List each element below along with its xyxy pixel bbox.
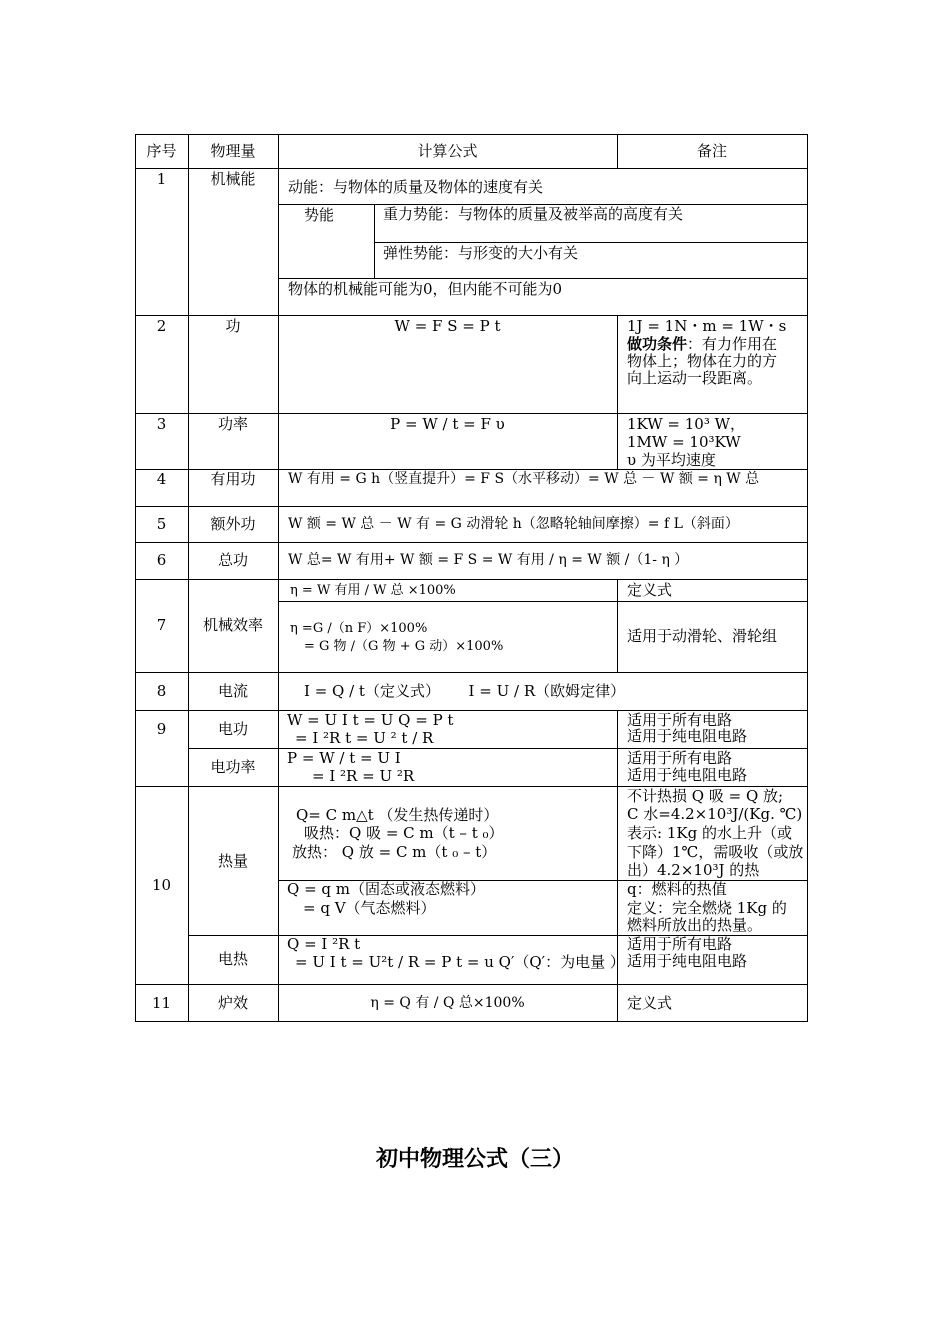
formula-text: η =G /（n F）×100% [290,621,428,636]
row-divider [135,315,808,316]
note-text: 下降）1℃，需吸收（或放 [627,843,804,861]
row-num: 10 [151,876,172,894]
row-divider [135,984,808,985]
row-num: 8 [156,682,167,700]
col-divider-2 [278,134,279,1022]
row-divider [278,278,808,279]
row-divider [374,242,808,243]
col-divider-3 [617,710,618,1022]
note-text: 适用于所有电路 [627,749,733,767]
formula-text: W = U I t = U Q = P t [287,711,454,729]
page-title: 初中物理公式（三） [375,1147,574,1172]
note-text: 向上运动一段距离。 [627,369,763,387]
note-text: 适用于所有电路 [627,711,733,729]
elastic-potential-text: 弹性势能：与形变的大小有关 [383,244,579,262]
formula-text: W = F S = P t [394,317,501,335]
row-quantity: 电功率 [210,758,256,776]
mechanical-energy-note: 物体的机械能可能为0，但内能不可能为0 [288,280,563,298]
row-num: 2 [156,317,167,335]
formula-text: I = Q / t（定义式） I = U / R（欧姆定律） [304,682,626,700]
header-quantity: 物理量 [210,142,256,160]
row-divider [278,601,808,602]
row-quantity: 有用功 [210,470,256,488]
note-bold: 做功条件 [627,335,688,353]
formula-text: = q V（气态燃料） [303,899,436,917]
note-text: 适用于纯电阻电路 [627,766,748,784]
formula-text: P = W / t = U I [287,749,401,767]
row-num: 9 [156,720,167,738]
note-text: υ 为平均速度 [627,451,716,469]
note-text: 物体上；物体在力的方 [627,352,778,370]
note-text: 表示: 1Kg 的水上升（或 [627,824,792,842]
formula-text: Q = q m（固态或液态燃料） [287,880,485,898]
formula-text: = G 物 /（G 物 + G 动）×100% [304,639,504,654]
row-num: 7 [156,616,167,634]
table-border-right [807,134,808,1022]
note-text: 适用于纯电阻电路 [627,727,748,745]
row-quantity: 机械效率 [202,616,263,634]
formula-text: η = W 有用 / W 总 ×100% [290,583,456,598]
gravity-potential-text: 重力势能：与物体的质量及被举高的高度有关 [383,205,684,223]
row-divider [135,542,808,543]
formula-text: W 额 = W 总 － W 有 = G 动滑轮 h（忽略轮轴间摩擦）= f L（斜面） [288,516,739,532]
row-num: 1 [156,170,167,188]
formula-text: W 总= W 有用+ W 额 = F S = W 有用 / η = W 额 /（1- η ） [288,552,689,568]
formula-text: Q = I ²R t [287,935,361,953]
row-quantity: 电流 [217,682,248,700]
formula-text: Q= C m△t （发生热传递时） [296,806,499,824]
note-text: 适用于所有电路 [627,935,733,953]
formula-text: 放热： Q 放 = C m（t ₀ – t） [292,843,497,861]
row-divider [135,413,808,414]
note-text: 不计热损 Q 吸 = Q 放; [627,787,784,805]
note-text: 出）4.2×10³J 的热 [627,861,760,879]
row-divider [135,168,808,169]
formula-text: W 有用 = G h（竖直提升）= F S（水平移动）= W 总 － W 额 = η W 总 [288,471,760,487]
row-quantity: 电热 [217,950,248,968]
formula-text: P = W / t = F υ [390,415,505,433]
potential-divider [374,204,375,278]
note-text: 1MW = 10³KW [627,433,741,451]
note-text: C 水=4.2×10³J/(Kg. ℃) [627,805,803,823]
note-text: 定义式 [627,994,673,1012]
formula-text: η = Q 有 / Q 总×100% [370,995,525,1011]
header-num: 序号 [146,142,177,160]
row-num: 5 [156,515,167,533]
row-quantity: 功率 [217,415,248,433]
header-formula: 计算公式 [417,142,478,160]
formula-text: = I ²R = U ²R [312,767,415,785]
row-num: 3 [156,415,167,433]
row-quantity: 电功 [217,720,248,738]
formula-text: 吸热：Q 吸 = C m（t – t ₀） [304,824,504,842]
note-text: 适用于动滑轮、滑轮组 [627,627,778,645]
row-num: 6 [156,551,167,569]
note-rest: ：有力作用在 [687,335,778,353]
potential-energy-label: 势能 [304,206,335,224]
note-text: 定义：完全燃烧 1Kg 的 [627,899,787,917]
table-border-top [135,134,808,135]
row-quantity: 总功 [217,551,248,569]
formula-text: = I ²R t = U ² t / R [295,729,434,747]
row-quantity: 炉效 [217,994,248,1012]
note-text: 定义式 [627,581,673,599]
note-text: 1J = 1N・m = 1W・s [627,317,787,335]
row-num: 4 [156,470,167,488]
note-text: 燃料所放出的热量。 [627,916,763,934]
formula-text: = U I t = U²t / R = P t = u Q′（Q′：为电量 ） [295,953,625,971]
kinetic-energy-text: 动能：与物体的质量及物体的速度有关 [288,178,544,196]
col-divider-3 [617,315,618,469]
note-text: q：燃料的热值 [627,880,727,898]
row-quantity: 热量 [217,852,248,870]
row-quantity: 机械能 [210,170,256,188]
note-text: 适用于纯电阻电路 [627,952,748,970]
header-note: 备注 [696,142,727,160]
row-divider [135,672,808,673]
row-num: 11 [151,994,172,1012]
table-border-bottom [135,1021,808,1022]
note-text: 1KW = 10³ W， [627,415,746,433]
row-quantity: 额外功 [210,515,256,533]
row-quantity: 功 [225,317,241,335]
col-divider-1 [188,134,189,1022]
row-divider [135,579,808,580]
col-divider-3 [617,579,618,672]
row-divider [135,506,808,507]
